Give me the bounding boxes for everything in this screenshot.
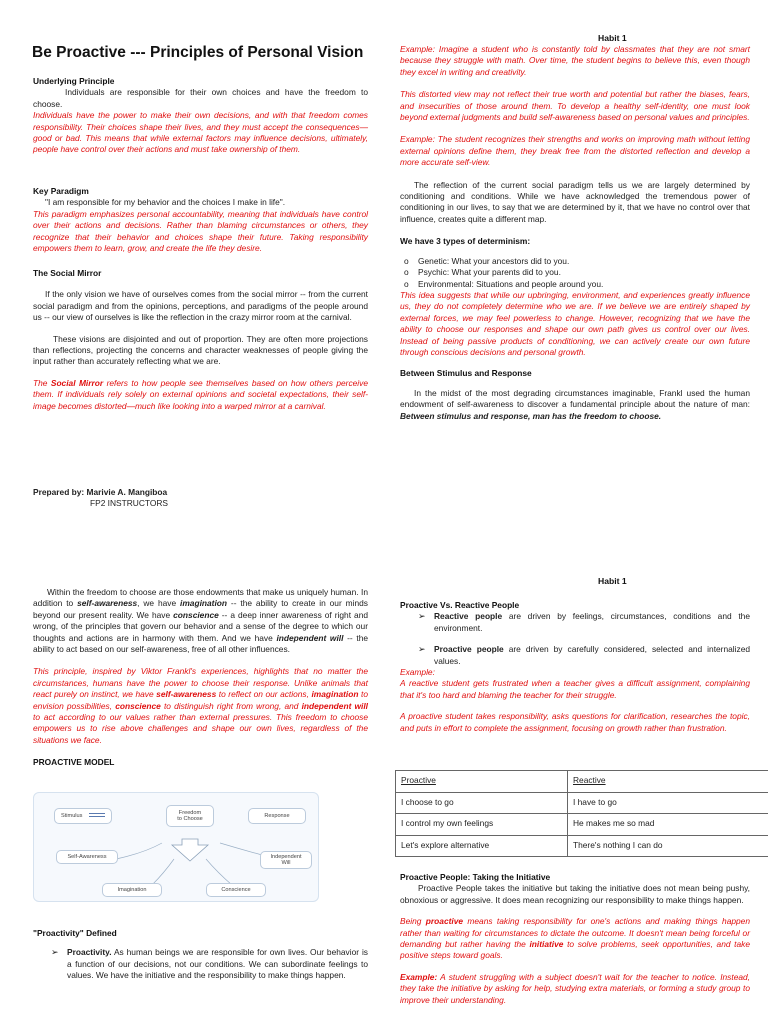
list-item: o Environmental: Situations and people around you. bbox=[400, 279, 750, 290]
mirror-red-text bbox=[33, 378, 368, 412]
proactive-reactive-table bbox=[395, 770, 768, 857]
example-label: Example: bbox=[400, 667, 435, 678]
example-1: Example: Imagine a student who is constantly told by classmates that they are not smart because they struggle with math. Over time, the student begins to believe this, even though they excel in writing and creativity. bbox=[400, 44, 750, 77]
proactivity-term: Proactivity. bbox=[67, 947, 112, 958]
page-1 bbox=[0, 0, 384, 512]
node-label: Stimulus bbox=[61, 812, 83, 819]
prepared-name: Prepared by: Marivie A. Mangiboa bbox=[33, 487, 168, 497]
paradigm-red-text: This paradigm emphasizes personal accountability, meaning that individuals have control over their actions and decisions. Rather than blaming circumstances or others, they recognize that their behavior and choices shape their future. Taking responsibility empowers them to learn, grow, and create the life they desire. bbox=[33, 208, 368, 254]
page-3 bbox=[0, 512, 384, 1024]
stimulus-text bbox=[400, 388, 750, 422]
proactive-model-diagram bbox=[33, 792, 319, 902]
endow-part: Within the freedom to choose are those endowments that make us uniquely human. In addition to bbox=[33, 587, 368, 609]
frankl-part: to act according to our values rather than external pressures. This freedom to choose empowers us to rise above challenges and shape our own lives, regardless of the situations we face. bbox=[33, 712, 368, 745]
model-node-freedom: Freedom to Choose bbox=[166, 805, 214, 827]
table-header-cell: Reactive bbox=[568, 771, 768, 793]
model-node-self-awareness: Self-Awareness bbox=[56, 850, 118, 864]
table-cell: I choose to go bbox=[396, 792, 568, 814]
distort-text: This distorted view may not reflect their true worth and potential but rather the biases, fears, and insecurities of those around them. To develop a healthy self-identity, one must look beyond external judgments and build self-awareness based on personal values and principles. bbox=[400, 89, 750, 123]
reactive-term: Reactive people bbox=[434, 611, 503, 622]
frankl-term-self-awareness: self-awareness bbox=[156, 689, 217, 700]
endow-term-imagination: imagination bbox=[180, 598, 228, 609]
frankl-term-imagination: imagination bbox=[311, 689, 359, 700]
reactive-example: A reactive student gets frustrated when a teacher gives a difficult assignment, complaining that it's too hard and blaming the teacher for their struggle. bbox=[400, 678, 750, 700]
frankl-part: to distinguish right from wrong, and bbox=[160, 700, 302, 711]
model-node-stimulus bbox=[54, 808, 112, 824]
being-proactive-text bbox=[400, 916, 750, 962]
initiative-text: Proactive People takes the initiative but taking the initiative does not mean being pushy, obnoxious or aggressive. It does mean recognizing our responsibility to make things happen. bbox=[400, 883, 750, 905]
page2-column bbox=[400, 44, 750, 422]
stimulus-text-bold: Between stimulus and response, man has the freedom to choose. bbox=[400, 410, 662, 421]
stimulus-heading: Between Stimulus and Response bbox=[400, 368, 532, 379]
endowments-section bbox=[33, 587, 368, 769]
final-example-text: A student struggling with a subject doesn't wait for the teacher to notice. Instead, they take the initiative by asking for help, studying extra materials, or forming a study group to improve their understanding. bbox=[400, 971, 750, 1005]
paradigm-quote: "I am responsible for my behavior and the choices I make in life". bbox=[45, 197, 286, 208]
reactive-text: are driven by feelings, circumstances, conditions and the environment. bbox=[434, 611, 750, 633]
habit-label: Habit 1 bbox=[598, 33, 627, 43]
mirror-red-post: refers to how people see themselves based on how others perceive them. If individuals rely solely on external opinions and societal expectations, their self-image becomes distorted—much like looking into a warped mirror at a carnival. bbox=[33, 377, 368, 411]
model-node-conscience: Conscience bbox=[206, 883, 266, 897]
table-header-row bbox=[396, 771, 768, 793]
frankl-part: to reflect on our actions, bbox=[216, 689, 312, 700]
final-example-label: Example: bbox=[400, 971, 438, 982]
proactivity-bullet bbox=[51, 947, 368, 981]
prepared-by bbox=[33, 487, 333, 510]
page-title: Be Proactive --- Principles of Personal Vision bbox=[32, 44, 364, 61]
habit-label: Habit 1 bbox=[598, 576, 627, 586]
lines-icon bbox=[89, 813, 105, 817]
list-item: o Genetic: What your ancestors did to you. bbox=[400, 256, 750, 267]
stimulus-text-main: In the midst of the most degrading circumstances imaginable, Frankl used the human endowment of self-awareness to discover a fundamental principle about the nature of man: bbox=[400, 387, 750, 410]
endow-term-conscience: conscience bbox=[173, 609, 219, 620]
being-part: Being bbox=[400, 916, 426, 927]
reflection-text: The reflection of the current social paradigm tells us we are largely determined by conditioning and conditions. While we have acknowledged the tremendous power of conditioning in our lives, to say that we are determined by it, that we have no control over that influence, creates quite a different map. bbox=[400, 179, 750, 224]
list-item: o Psychic: What your parents did to you. bbox=[400, 267, 750, 278]
initiative-section bbox=[400, 872, 750, 1006]
prepared-role: FP2 INSTRUCTORS bbox=[90, 498, 169, 509]
paradigm-section bbox=[33, 186, 368, 254]
initiative-heading: Proactive People: Taking the Initiative bbox=[400, 872, 551, 882]
model-node-response: Response bbox=[248, 808, 306, 824]
being-part: means taking responsibility for one's actions and making things happen rather than waiting for circumstances to dictate the outcome. It doesn't mean being forceful or demanding but rather having the bbox=[400, 916, 751, 950]
model-node-independent-will: Independent Will bbox=[260, 851, 312, 869]
page-4 bbox=[384, 512, 768, 1024]
table-row bbox=[396, 835, 768, 857]
table-cell: He makes me so mad bbox=[568, 814, 768, 836]
table-cell: There's nothing I can do bbox=[568, 835, 768, 857]
endow-part: -- the ability to act based on our self-awareness, free of all other influences. bbox=[33, 632, 369, 655]
proactive-text: are driven by carefully considered, selected and internalized values. bbox=[434, 644, 751, 666]
frankl-part: to envision possibilities, bbox=[33, 689, 368, 711]
being-term-proactive: proactive bbox=[425, 916, 464, 927]
idea-red-text: This idea suggests that while our upbringing, environment, and experiences greatly influence us, they do not completely determine who we are. If we believe we are entirely shaped by external forces, we may feel powerless to change. However, recognizing that we have the ability to choose our responses and shape our own path gives us control over our lives. Instead of being passive products of conditioning, we can actively create our own future through conscious decisions and personal growth. bbox=[400, 289, 750, 357]
underlying-section bbox=[33, 76, 368, 156]
reactive-bullet bbox=[418, 611, 750, 634]
pvr-heading: Proactive Vs. Reactive People bbox=[400, 600, 520, 610]
frankl-term-conscience: conscience bbox=[115, 700, 161, 711]
being-part: to solve problems, seek opportunities, and take positive steps toward goals. bbox=[400, 939, 750, 961]
final-example bbox=[400, 972, 750, 1006]
table-row bbox=[396, 814, 768, 836]
endow-part: , we have bbox=[137, 598, 181, 609]
connector-line bbox=[116, 843, 162, 859]
proactive-example: A proactive student takes responsibility, asks questions for clarification, researches the topic, and puts in effort to complete the assignment, focusing on growth rather than frustration. bbox=[400, 711, 750, 733]
mirror-paragraph-1: If the only vision we have of ourselves comes from the social mirror -- from the current social paradigm and from the opinions, perceptions, and paradigms of the people around us -- our view of ourselves is like the reflection in the crazy mirror room at the carnival. bbox=[33, 289, 368, 323]
table-row bbox=[396, 792, 768, 814]
proactivity-heading: "Proactivity" Defined bbox=[33, 928, 117, 938]
underlying-text: Individuals are responsible for their own choices and have the freedom to choose. bbox=[33, 87, 368, 109]
table-header-cell: Proactive bbox=[396, 771, 568, 793]
proactive-term: Proactive people bbox=[434, 644, 504, 655]
frankl-red-text bbox=[33, 666, 368, 746]
endow-part: -- the ability to create in our minds beyond our present reality. We have bbox=[33, 598, 368, 620]
table-cell: I have to go bbox=[568, 792, 768, 814]
model-heading: PROACTIVE MODEL bbox=[33, 757, 115, 768]
connector-line bbox=[220, 843, 262, 855]
table-cell: I control my own feelings bbox=[396, 814, 568, 836]
paradigm-heading: Key Paradigm bbox=[33, 186, 89, 196]
frankl-part: This principle, inspired by Viktor Frankl's experiences, highlights that no matter the circumstances, humans have the power to choose their response. Unlike animals that react purely on instinct, we have bbox=[33, 666, 368, 700]
model-node-imagination: Imagination bbox=[102, 883, 162, 897]
proactivity-text: As human beings we are responsible for own lives. Our behavior is a function of our decisions, not our conditions. We can subordinate feelings to values. We have the initiative and the responsibility to make things happen. bbox=[67, 947, 368, 981]
connector-line bbox=[206, 859, 232, 885]
mirror-heading: The Social Mirror bbox=[33, 268, 102, 278]
endow-term-self-awareness: self-awareness bbox=[77, 598, 138, 609]
underlying-red-text: Individuals have the power to make their own decisions, and with that freedom comes responsibility. Their choices shape their lives, and they must accept the consequences—good or bad. This means that while external factors may influence decisions, ultimately, people have control over their actions and must take ownership of them. bbox=[33, 110, 368, 155]
frankl-term-independent-will: independent will bbox=[301, 700, 369, 711]
connector-line bbox=[152, 859, 174, 885]
mirror-red-bold: Social Mirror bbox=[50, 377, 104, 388]
mirror-section bbox=[33, 268, 368, 412]
proactive-bullet bbox=[418, 644, 750, 667]
endow-part: -- a deep inner awareness of right and wrong, of the principles that govern our behavior and a sense of the degree to which our thoughts and actions are in harmony with them. And we have bbox=[33, 609, 369, 643]
table-cell: Let's explore alternative bbox=[396, 835, 568, 857]
example-2: Example: The student recognizes their strengths and works on improving math without letting external opinions define them, they break free from the distorted reflection and develop a more accurate self-view. bbox=[400, 134, 750, 168]
endowments-text bbox=[33, 587, 368, 655]
underlying-heading: Underlying Principle bbox=[33, 76, 115, 86]
types-list bbox=[400, 256, 750, 290]
page-2 bbox=[384, 0, 768, 512]
endow-term-independent-will: independent will bbox=[276, 632, 344, 643]
types-heading: We have 3 types of determinism: bbox=[400, 236, 531, 247]
mirror-red-pre: The bbox=[33, 377, 51, 388]
mirror-paragraph-2: These visions are disjointed and out of proportion. They are often more projections than reflections, projecting the concerns and character weaknesses of people giving the input rather than accurately reflecting what we are. bbox=[33, 333, 368, 367]
down-arrow-icon bbox=[172, 839, 208, 861]
page4-column bbox=[400, 600, 750, 734]
being-term-initiative: initiative bbox=[529, 939, 564, 950]
proactivity-section bbox=[33, 928, 368, 982]
